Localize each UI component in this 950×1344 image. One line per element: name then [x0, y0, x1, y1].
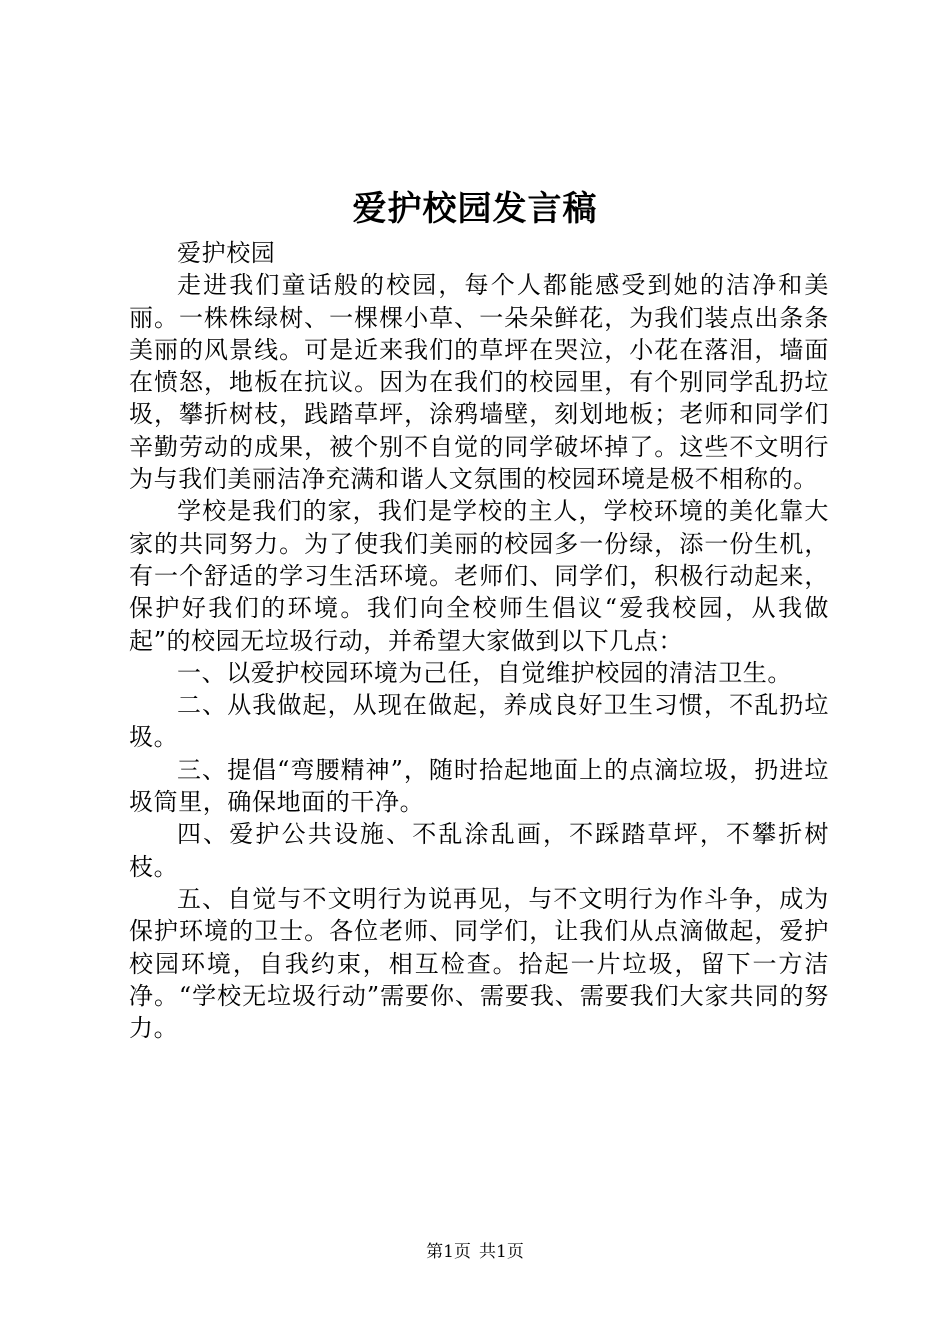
- list-item: 三、提倡“弯腰精神”，随时拾起地面上的点滴垃圾，扔进垃圾筒里，确保地面的干净。: [129, 755, 829, 817]
- paragraph: 走进我们童话般的校园，每个人都能感受到她的洁净和美丽。一株株绿树、一棵棵小草、一朵朵鲜花，为我们装点出条条美丽的风景线。可是近来我们的草坪在哭泣，小花在落泪，墙面在愤怒，地板在抗议。因为在我们的校园里，有个别同学乱扔垃圾，攀折树枝，践踏草坪，涂鸦墙壁，刻划地板；老师和同学们辛勤劳动的成果，被个别不自觉的同学破坏掉了。这些不文明行为与我们美丽洁净充满和谐人文氛围的校园环境是极不相称的。: [129, 271, 829, 494]
- page-total: 共1页: [479, 1242, 524, 1262]
- list-item: 二、从我做起，从现在做起，养成良好卫生习惯，不乱扔垃圾。: [129, 691, 829, 752]
- list-item: 四、爱护公共设施、不乱涂乱画，不踩踏草坪，不攀折树枝。: [129, 820, 829, 881]
- page-footer: [0, 1240, 950, 1264]
- document-title: 爱护校园发言稿: [352, 189, 598, 229]
- paragraph: 学校是我们的家，我们是学校的主人，学校环境的美化靠大家的共同努力。为了使我们美丽的校园多一份绿，添一份生机，有一个舒适的学习生活环境。老师们、同学们，积极行动起来，保护好我们的环境。我们向全校师生倡议“爱我校园，从我做起”的校园无垃圾行动，并希望大家做到以下几点：: [129, 497, 829, 655]
- page-number: 第1页: [426, 1242, 471, 1262]
- list-item: 五、自觉与不文明行为说再见，与不文明行为作斗争，成为保护环境的卫士。各位老师、同学们，让我们从点滴做起，爱护校园环境，自我约束，相互检查。拾起一片垃圾，留下一方洁净。“学校无垃圾行动”需要你、需要我、需要我们大家共同的努力。: [129, 884, 829, 1043]
- document-body: [129, 237, 829, 1044]
- paragraph-heading: 爱护校园: [177, 239, 276, 267]
- list-item: 一、以爱护校园环境为己任，自觉维护校园的清洁卫生。: [177, 658, 792, 687]
